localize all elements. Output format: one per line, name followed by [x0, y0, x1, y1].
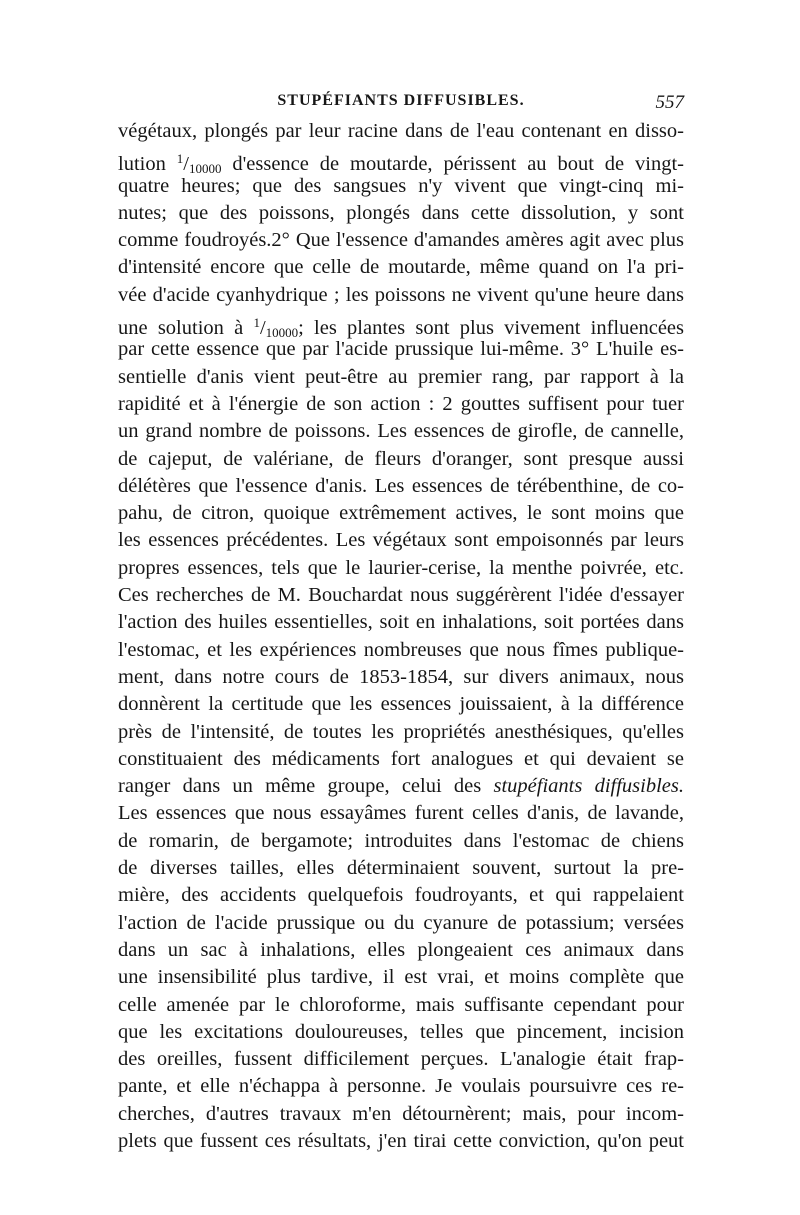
text-line: vée d'acide cyanhydrique ; les poissons ne vivent qu'une heure dans — [118, 283, 684, 306]
text-line — [118, 773, 684, 800]
text-line: mière, des accidents quelquefois foudroyants, et qui rappelaient — [118, 884, 684, 907]
italic-phrase: stupéfiants diffusibles. — [493, 775, 684, 798]
text-line: un grand nombre de poissons. Les essences de girofle, de cannelle, — [118, 420, 684, 443]
text-line: l'action des huiles essentielles, soit en inhalations, soit portées dans — [118, 611, 684, 634]
text-line: l'estomac, et les expériences nombreuses que nous fîmes publique- — [118, 638, 684, 661]
fraction-slash: / — [259, 317, 266, 340]
text-fragment: lution — [118, 153, 177, 176]
text-line — [118, 145, 684, 177]
text-line: que les excitations douloureuses, telles que pincement, incision — [118, 1020, 684, 1043]
fraction-denominator: 10000 — [188, 161, 222, 177]
running-head — [118, 92, 684, 118]
text-line: de cajeput, de valériane, de fleurs d'oranger, sont presque aussi — [118, 447, 684, 470]
text-line: d'intensité encore que celle de moutarde, même quand on l'a pri- — [118, 256, 684, 279]
text-line: végétaux, plongés par leur racine dans de l'eau contenant en disso- — [118, 120, 684, 142]
text-line: des oreilles, fussent difficilement perçues. L'analogie était frap- — [118, 1048, 684, 1071]
text-line: l'action de l'acide prussique ou du cyanure de potassium; versées — [118, 911, 684, 934]
fraction — [177, 153, 222, 175]
text-line: sentielle d'anis vient peut-être au premier rang, par rapport à la — [118, 365, 684, 388]
text-line: ment, dans notre cours de 1853-1854, sur divers animaux, nous — [118, 665, 684, 688]
text-line: nutes; que des poissons, plongés dans cette dissolution, y sont — [118, 201, 684, 224]
text-line: propres essences, tels que le laurier-cerise, la menthe poivrée, etc. — [118, 556, 684, 579]
text-line: de diverses tailles, elles déterminaient souvent, surtout la pre- — [118, 857, 684, 880]
text-line: une insensibilité plus tardive, il est vrai, et moins complète que — [118, 966, 684, 989]
text-line: cherches, d'autres travaux m'en détournèrent; mais, pour incom- — [118, 1102, 684, 1125]
text-line: Les essences que nous essayâmes furent celles d'anis, de lavande, — [118, 802, 684, 825]
text-line: pante, et elle n'échappa à personne. Je voulais poursuivre ces re- — [118, 1075, 684, 1098]
text-line: les essences précédentes. Les végétaux sont empoisonnés par leurs — [118, 529, 684, 552]
text-line: donnèrent la certitude que les essences jouissaient, à la différence — [118, 693, 684, 716]
page-number: 557 — [655, 92, 684, 113]
text-line: par cette essence que par l'acide prussique lui-même. 3° L'huile es- — [118, 338, 684, 361]
text-line: constituaient des médicaments fort analogues et qui devaient se — [118, 747, 684, 770]
text-line: dans un sac à inhalations, elles plongeaient ces animaux dans — [118, 938, 684, 961]
fraction-denominator: 10000 — [265, 325, 299, 341]
text-line: comme foudroyés.2° Que l'essence d'amandes amères agit avec plus — [118, 229, 684, 252]
text-fragment: une solution à — [118, 317, 254, 340]
text-fragment: ranger dans un même groupe, celui des — [118, 775, 494, 798]
text-line: de romarin, de bergamote; introduites dans l'estomac de chiens — [118, 829, 684, 852]
text-line: pahu, de citron, quoique extrêmement actives, le sont moins que — [118, 502, 684, 525]
text-line: rapidité et à l'énergie de son action : 2 gouttes suffisent pour tuer — [118, 392, 684, 415]
running-title: STUPÉFIANTS DIFFUSIBLES. — [277, 92, 525, 109]
text-line: plets que fussent ces résultats, j'en tirai cette conviction, qu'on peut — [118, 1129, 684, 1152]
text-line — [118, 309, 684, 341]
text-fragment: ; les plantes sont plus vivement influencées — [298, 317, 684, 340]
text-fragment: d'essence de moutarde, périssent au bout de vingt- — [221, 153, 684, 176]
body-text — [118, 118, 684, 1155]
fraction-numerator: 1 — [253, 315, 260, 331]
fraction-slash: / — [183, 153, 189, 176]
text-line: quatre heures; que des sangsues n'y vivent que vingt-cinq mi- — [118, 174, 684, 197]
fraction-numerator: 1 — [176, 151, 184, 167]
text-line: Ces recherches de M. Bouchardat nous suggérèrent l'idée d'essayer — [118, 584, 684, 607]
text-line: près de l'intensité, de toutes les propriétés anesthésiques, qu'elles — [118, 720, 684, 743]
text-line: celle amenée par le chloroforme, mais suffisante cependant pour — [118, 993, 684, 1016]
text-line: délétères que l'essence d'anis. Les essences de térébenthine, de co- — [118, 474, 684, 497]
